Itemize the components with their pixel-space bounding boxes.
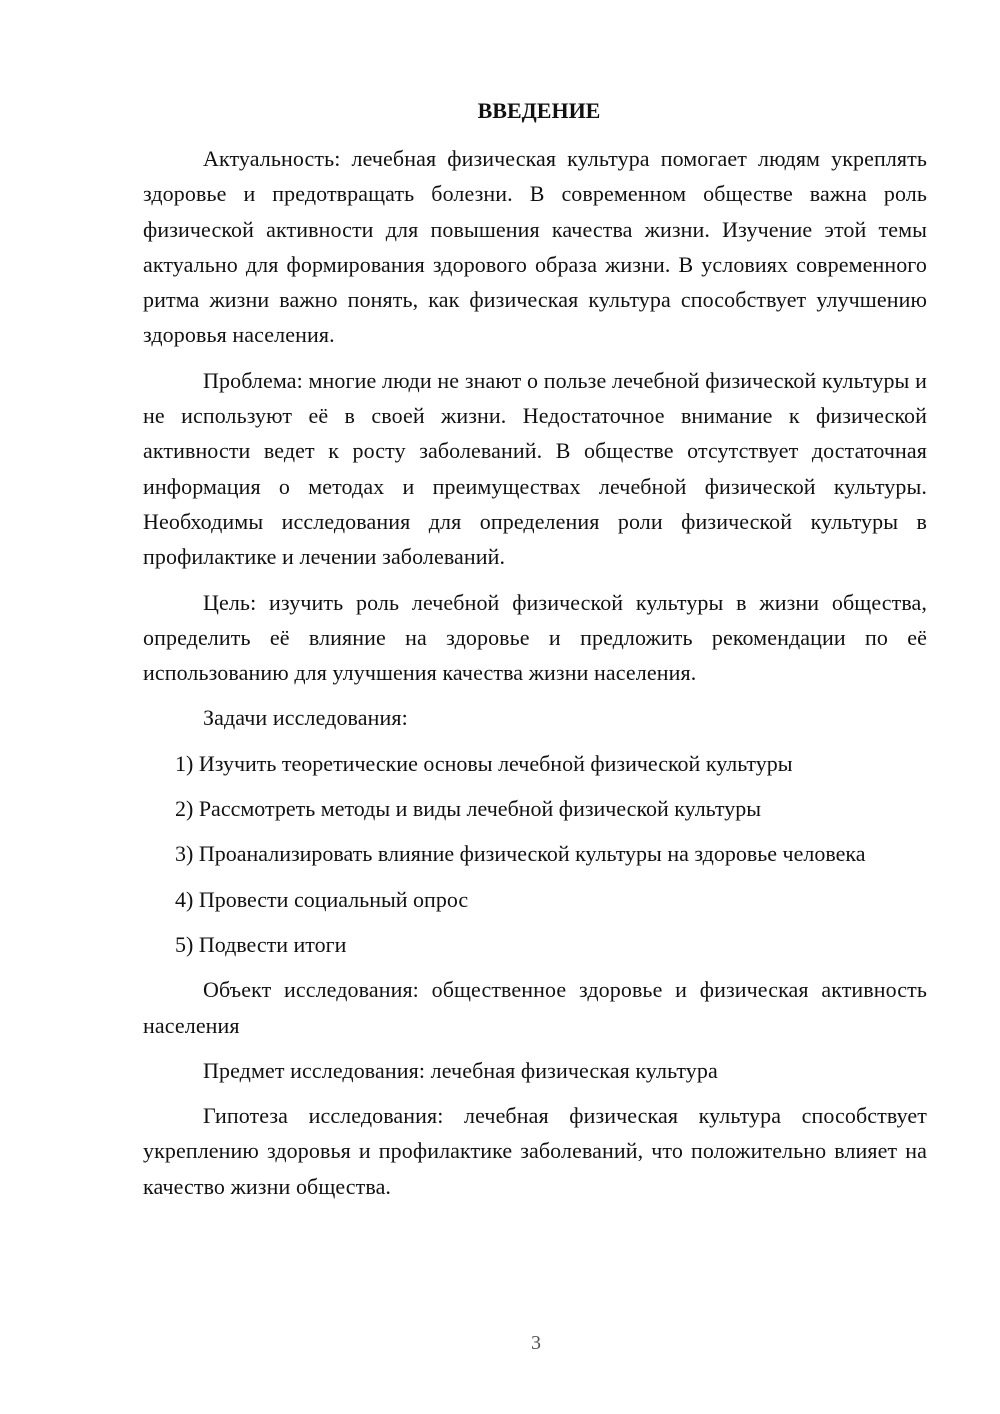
subject-paragraph: Предмет исследования: лечебная физическая культура (203, 1057, 718, 1083)
list-item: 2) Рассмотреть методы и виды лечебной физической культуры (175, 796, 761, 822)
document-body (143, 141, 927, 1214)
tasks-heading: Задачи исследования: (203, 705, 408, 731)
hypothesis-paragraph: Гипотеза исследования: лечебная физическая культура способствует укреплению здоровья и профилактике заболеваний, что положительно влияет на качество жизни общества. (143, 1103, 927, 1199)
problem-paragraph: Проблема: многие люди не знают о пользе лечебной физической культуры и не используют её в своей жизни. Недостаточное внимание к физической активности ведет к росту заболеваний. В обществе отсутствует достаточная информация о методах и преимуществах лечебной физической культуры. Необходимы исследования для определения роли физической культуры в профилактике и лечении заболеваний. (143, 367, 927, 570)
object-paragraph: Объект исследования: общественное здоровье и физическая активность населения (143, 977, 927, 1038)
relevance-paragraph: Актуальность: лечебная физическая культура помогает людям укреплять здоровье и предотвращать болезни. В современном обществе важна роль физической активности для повышения качества жизни. Изучение этой темы актуально для формирования здорового образа жизни. В условиях современного ритма жизни важно понять, как физическая культура способствует улучшению здоровья населения. (143, 146, 927, 348)
goal-paragraph: Цель: изучить роль лечебной физической культуры в жизни общества, определить её влияние на здоровье и предложить рекомендации по её использованию для улучшения качества жизни населения. (143, 589, 927, 686)
list-item: 3) Проанализировать влияние физической культуры на здоровье человека (175, 841, 866, 867)
list-item: 1) Изучить теоретические основы лечебной физической культуры (175, 750, 793, 776)
page-title: ВВЕДЕНИЕ (477, 98, 601, 123)
list-item: 4) Провести социальный опрос (175, 886, 469, 912)
page-number: 3 (531, 1332, 541, 1354)
list-item: 5) Подвести итоги (175, 931, 347, 957)
